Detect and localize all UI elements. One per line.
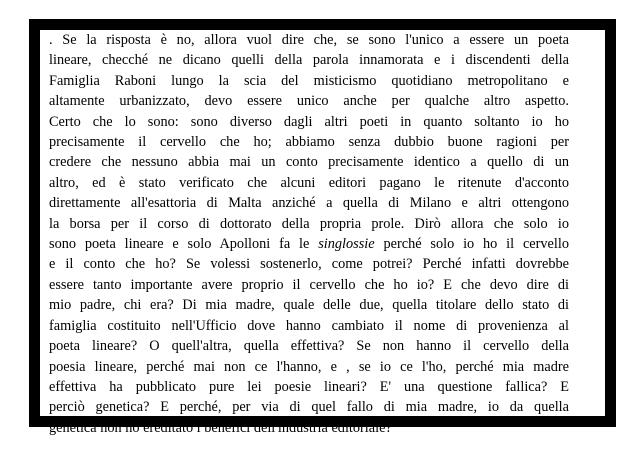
text-line: e il conto che ho? Se volessi sostenerlo, come potrei? Perché infatti dovrebbe — [49, 256, 569, 273]
text-line: Famiglia Raboni lungo la scia del misticismo quotidiano metropolitano e — [49, 72, 569, 89]
text-line: credere che nessuno abbia mai un conto precisamente identico a quello di un — [49, 154, 569, 171]
text-segment: sono poeta lineare e solo Apolloni fa le — [49, 236, 319, 253]
text-line: altamente urbanizzato, devo essere unico anche per qualche altro aspetto. — [49, 93, 569, 110]
text-line: essere tanto importante avere proprio il cervello che ho io? E che devo dire di — [49, 276, 569, 293]
text-line: precisamente il cervello che ho; abbiamo senza dubbio buone ragioni per — [49, 134, 569, 151]
text-line: perciò genetica? E perché, per via di quel fallo di mia madre, io da quella — [49, 399, 569, 416]
text-line: poesia lineare, perché mai non ce l'hanno, e , se io ce l'ho, perché mia madre — [49, 358, 569, 375]
text-line: genetica non ho ereditato i benefici dell'industria editoriale? — [49, 419, 392, 436]
italic-word: singlossie — [318, 236, 375, 253]
text-line: altro, ed è stato verificato che alcuni editori pagano le ritenute d'acconto — [49, 174, 569, 191]
text-line: lineare, checché ne dicano quelli della parola innamorata e i discendenti della — [49, 52, 569, 69]
text-line: Certo che lo sono: sono diverso dagli altri poeti in quanto soltanto io ho — [49, 113, 569, 130]
text-line: direttamente all'esattoria di Malta anziché a quella di Milano e altri ottengono — [49, 195, 569, 212]
paragraph-text — [49, 30, 569, 438]
text-line: effettiva ha pubblicato pure lei poesie lineari? E' una questione fallica? E — [49, 378, 569, 395]
text-line: . Se la risposta è no, allora vuol dire che, se sono l'unico a essere un poeta — [49, 32, 569, 48]
text-segment: perché solo io ho il cervello — [374, 236, 569, 253]
text-line-italic — [49, 234, 569, 254]
text-line: mio padre, chi era? Di mia madre, quale delle due, quella titolare dello stato di — [49, 297, 569, 314]
text-line: famiglia costituito nell'Ufficio dove hanno cambiato il nome di provenienza al — [49, 317, 569, 334]
text-line: la borsa per il corso di dottorato della propria prole. Dirò allora che solo io — [49, 215, 569, 232]
text-line: poeta lineare? O quell'altra, quella effettiva? Se non hanno il cervello della — [49, 338, 569, 355]
